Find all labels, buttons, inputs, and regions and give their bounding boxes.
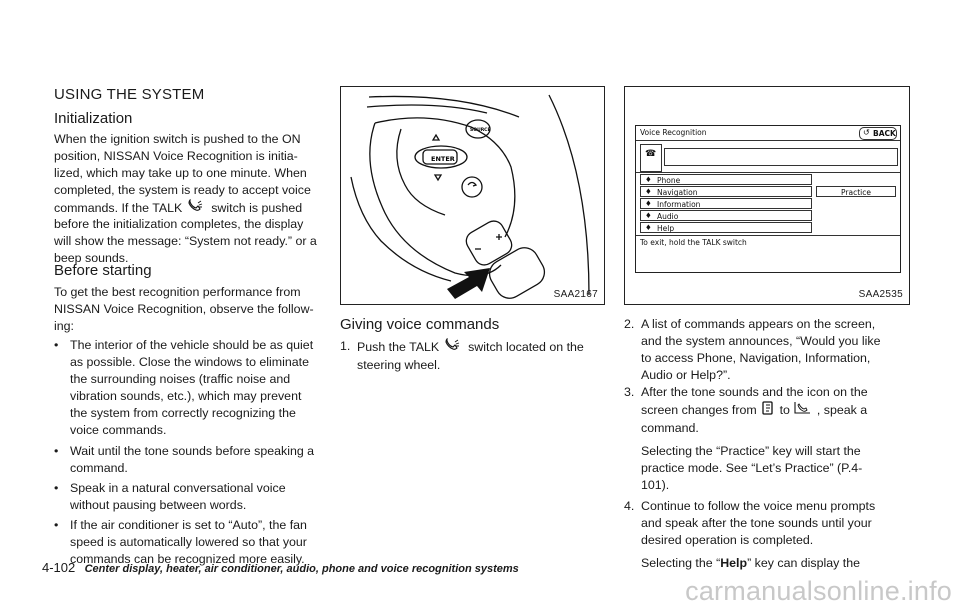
menu-item-phone[interactable]: ♦ Phone bbox=[640, 174, 812, 185]
voice-command-icon: ♦ bbox=[645, 175, 652, 184]
steering-wheel-figure bbox=[340, 86, 605, 305]
watermark-text: carmanualsonline.info bbox=[685, 576, 952, 606]
before-starting-title: Before starting bbox=[54, 262, 152, 279]
source-label: SOURCE bbox=[470, 128, 491, 133]
back-icon: ↺ bbox=[863, 128, 870, 137]
screen-divider bbox=[636, 172, 900, 173]
list-item: • If the air conditioner is set to “Auto”, the fan speed is automatically lowered so that your commands can be recognized more easily. bbox=[54, 518, 307, 566]
voice-icon-before bbox=[760, 401, 776, 420]
back-button[interactable]: ↺ BACK bbox=[859, 127, 897, 140]
giving-voice-commands-title: Giving voice commands bbox=[340, 316, 500, 333]
initialization-title: Initialization bbox=[54, 110, 133, 127]
mic-status-box bbox=[640, 144, 662, 172]
page-footer bbox=[42, 560, 519, 575]
menu-item-audio[interactable]: ♦ Audio bbox=[640, 210, 812, 221]
screen-divider bbox=[636, 140, 900, 141]
figure-code: SAA2167 bbox=[553, 289, 598, 300]
input-box bbox=[664, 148, 898, 166]
voice-icon-after bbox=[793, 401, 813, 420]
step-2: 2. A list of commands appears on the screen, and the system announces, “Would you like to access Phone, Navigation, Information, Audio or Help?”. bbox=[624, 317, 881, 382]
screen-divider bbox=[636, 235, 900, 236]
step-1: 1. Push the TALK switch located on the steering wheel. bbox=[340, 339, 584, 372]
figure-code: SAA2535 bbox=[858, 289, 903, 300]
talk-switch-icon bbox=[443, 338, 465, 357]
practice-button[interactable]: Practice bbox=[816, 186, 896, 197]
footer-title: Center display, heater, air conditioner, audio, phone and voice recognition systems bbox=[84, 563, 519, 575]
page-number: 4-102 bbox=[42, 560, 76, 575]
steering-wheel-illustration bbox=[341, 87, 604, 304]
menu-item-navigation[interactable]: ♦ Navigation bbox=[640, 186, 812, 197]
voice-command-icon: ♦ bbox=[645, 199, 652, 208]
list-item: • Speak in a natural conversational voice without pausing between words. bbox=[54, 481, 286, 512]
voice-recognition-screen bbox=[635, 125, 901, 273]
screen-title: Voice Recognition bbox=[640, 128, 707, 137]
screen-footer-text: To exit, hold the TALK switch bbox=[640, 238, 747, 247]
section-heading: USING THE SYSTEM bbox=[54, 86, 205, 103]
voice-recognition-screen-figure bbox=[624, 86, 910, 305]
voice-command-icon: ♦ bbox=[645, 211, 652, 220]
menu-item-information[interactable]: ♦ Information bbox=[640, 198, 812, 209]
list-item: • Wait until the tone sounds before speaking a command. bbox=[54, 444, 315, 475]
step-3: 3. After the tone sounds and the icon on the screen changes from to , speak a command. Selecting the “Practice” key will start the practice mode. See “Let’s Practice” (P.4- 101). bbox=[624, 385, 868, 492]
list-item: • The interior of the vehicle should be as quiet as possible. Close the windows to eliminate the surrounding noises (traffic noise and vibration sounds, etc.), which may prevent the system from correctly recognizing the voice commands. bbox=[54, 338, 314, 437]
voice-command-icon: ♦ bbox=[645, 223, 652, 232]
voice-command-icon: ♦ bbox=[645, 187, 652, 196]
step-4: 4. Continue to follow the voice menu prompts and speak after the tone sounds until your desired operation is completed. Selecting the “Help” key can display the bbox=[624, 499, 876, 570]
menu-item-help[interactable]: ♦ Help bbox=[640, 222, 812, 233]
enter-label: ENTER bbox=[431, 155, 455, 163]
voice-icon: ☎ bbox=[645, 149, 657, 159]
